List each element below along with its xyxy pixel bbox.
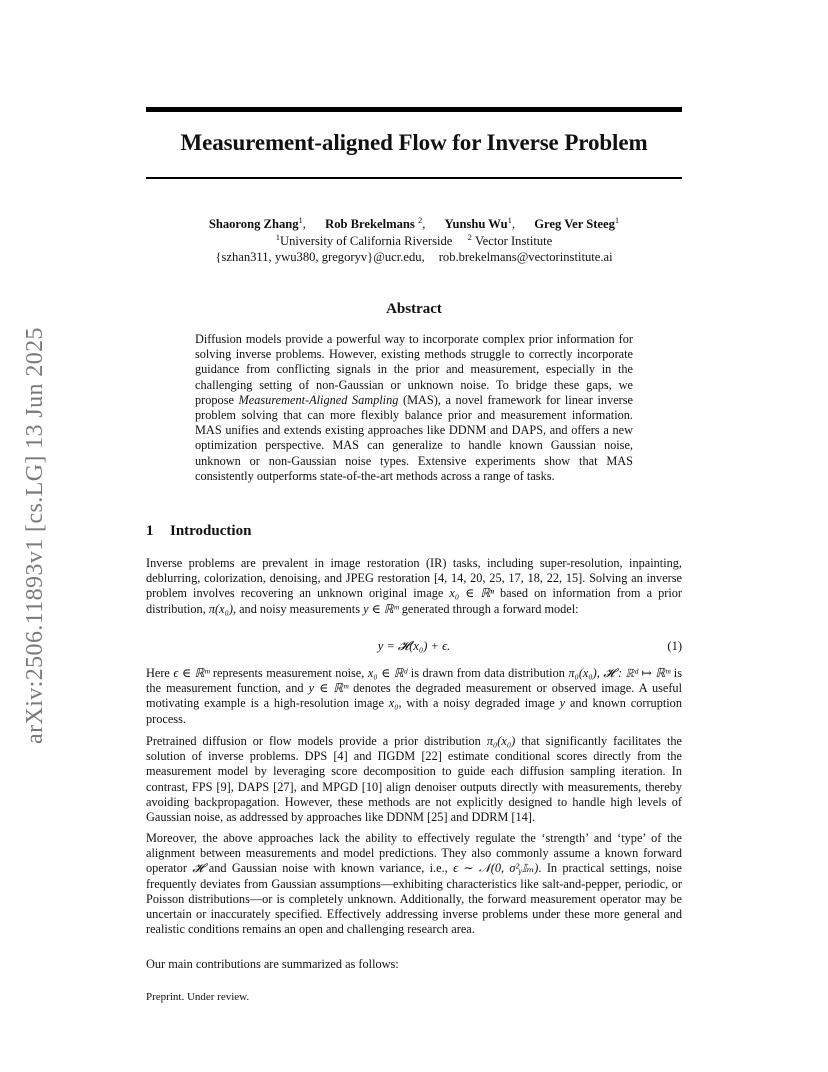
math-inline: y (559, 696, 566, 711)
arxiv-stamp (5, 300, 65, 770)
abstract-body (195, 332, 633, 484)
paragraph: Inverse problems are prevalent in image restoration (IR) tasks, including super-resolution, inpainting, deblurring, colorization, denoising, and JPEG restoration [4, 14, 20, 25, 17, 18, 22, 15]. Solving an inverse problem involves recovering an unknown original image x₀ ∈ ℝⁿ based on information from a prior distribution, π(x₀), and noisy measurements y ∈ ℝᵐ generated through a forward model: (146, 556, 682, 616)
email-group[interactable]: {szhan311, ywu380, gregoryv}@ucr.edu, (215, 250, 425, 264)
math-inline: π₀(x₀), (568, 666, 600, 680)
math-inline: x₀ (388, 696, 399, 711)
author-affiliation-mark: 1 (614, 215, 620, 225)
math-inline: x₀ ∈ ℝᵈ (367, 666, 408, 680)
math-inline: y ∈ ℝᵐ (363, 601, 399, 616)
section-title: Introduction (170, 523, 252, 539)
affiliation-name: Vector Institute (474, 233, 553, 248)
author-names: Shaorong Zhang$^1$, Rob Brekelmans $^2$, Yunshu Wu$^1$, Greg Ver Steeg$^1$ (208, 215, 620, 231)
equation-body: y = 𝓗(x₀) + ϵ. (377, 639, 451, 653)
math-inline: π₀(x₀) (486, 734, 516, 748)
math-inline: π(x₀) (208, 601, 233, 616)
abstract-text: Diffusion models provide a powerful way to incorporate complex prior information for solving inverse problems. However, existing methods struggle to correctly incorporate guidance from conflicting signals in the prior and measurement, especially in the challenging setting of non-Gaussian or unknown noise. To bridge these gaps, we propose (195, 332, 633, 407)
math-inline: y ∈ ℝᵐ (308, 681, 349, 696)
email-single[interactable]: rob.brekelmans@vectorinstitute.ai (438, 250, 613, 264)
author-emails (146, 249, 682, 266)
paragraph: Pretrained diffusion or flow models provide a prior distribution π₀(x₀) that significantly facilitates the solution of inverse problems. DPS [4] and ΠGDM [22] estimate conditional scores directly from the measurement model by leveraging score decomposition to guide each diffusion sampling iteration. In contrast, FPS [9], DAPS [27], and MPGD [10] align denoiser outputs directly with measurements, thereby avoiding backpropagation. However, these methods are not explicitly designed to handle high levels of Gaussian noise, as addressed by approaches like DDNM [25] and DDRM [14]. (146, 734, 682, 825)
math-inline: 𝓗 (192, 861, 204, 876)
author-affiliation-mark: 1 (507, 215, 512, 225)
paragraph: Moreover, the above approaches lack the ability to effectively regulate the ‘strength’ and ‘type’ of the alignment between measurements and model predictions. They also commonly assume a known forward operator 𝓗 and Gaussian noise with known variance, i.e., ϵ ∼ 𝒩(0, σ²ᵧ𝕀ₘ). In practical settings, noise frequently deviates from Gaussian assumptions—exhibiting characteristics like salt-and-pepper, periodic, or Poisson distributions—or is completely unknown. Additionally, the forward measurement operator may be uncertain or inaccurately specified. Effectively addressing inverse problems under these more general and realistic conditions remains an open and challenging research area. (146, 831, 683, 937)
math-inline: x₀ ∈ ℝⁿ (449, 586, 494, 601)
title-rule-top (146, 107, 682, 112)
author-name: Greg Ver Steeg (534, 217, 615, 231)
author-affiliation-mark: 1 (298, 215, 303, 225)
equation-number: (1) (667, 639, 682, 653)
math-inline: 𝓗 : ℝᵈ ↦ ℝᵐ (603, 666, 671, 680)
section-heading (146, 523, 251, 540)
affiliations (146, 233, 682, 250)
author-block (146, 216, 682, 266)
author-affiliation-mark: 2 (417, 215, 423, 225)
affiliation-number: 1 (275, 231, 280, 242)
affiliation-name: University of California Riverside (279, 233, 453, 248)
paragraph: Here ϵ ∈ ℝᵐ represents measurement noise, x₀ ∈ ℝᵈ is drawn from data distribution π₀(x₀), 𝓗 : ℝᵈ ↦ ℝᵐ is the measurement function, and y ∈ ℝᵐ denotes the degraded measurement or observed image. A useful motivating example is a high-resolution image x₀, with a noisy degraded image y and known corruption process. (146, 666, 683, 726)
footer-note: Preprint. Under review. (146, 991, 250, 1003)
math-inline: ϵ ∼ 𝒩(0, σ²ᵧ𝕀ₘ) (453, 861, 539, 876)
math-inline: ϵ ∈ ℝᵐ (173, 666, 210, 680)
paragraph: Our main contributions are summarized as follows: (146, 957, 399, 971)
author-name: Shaorong Zhang (208, 217, 299, 231)
title-rule-bottom (146, 177, 682, 179)
affiliation-number: 2 (467, 231, 472, 242)
abstract-text: (MAS), a novel framework for linear inverse problem solving that can more flexibly balance prior and measurement information. MAS unifies and extends existing approaches like DDNM and DAPS, and offers a new optimization perspective. MAS can generalize to handle known Gaussian noise, unknown or non-Gaussian noise types. Extensive experiments show that MAS consistently outperforms state-of-the-art methods across a range of tasks. (195, 392, 634, 483)
section-number: 1 (146, 523, 154, 539)
author-name: Yunshu Wu (444, 217, 508, 231)
abstract-emphasis: Measurement-Aligned Sampling (238, 392, 399, 407)
paper-title: Measurement-aligned Flow for Inverse Problem (180, 130, 648, 155)
arxiv-stamp-text: arXiv:2506.11893v1 [cs.LG] 13 Jun 2025 (21, 326, 48, 744)
abstract-heading: Abstract (386, 301, 442, 317)
author-name: Rob Brekelmans (325, 217, 415, 231)
